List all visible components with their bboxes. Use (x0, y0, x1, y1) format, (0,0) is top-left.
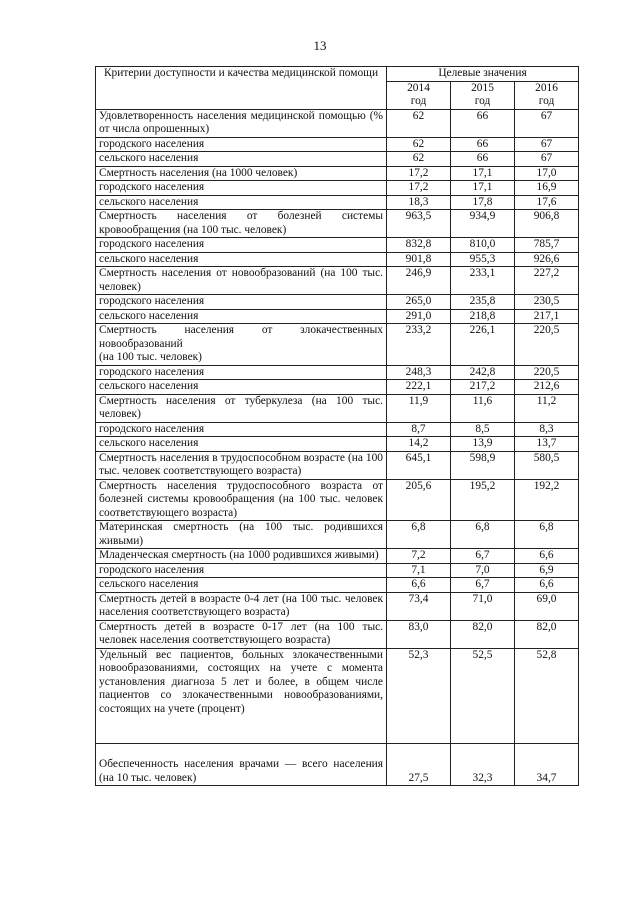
page-number: 13 (313, 38, 327, 53)
table-row (96, 267, 579, 295)
table-row (96, 181, 579, 196)
value-2016: 16,9 (515, 181, 579, 196)
table-row (96, 744, 579, 786)
table-row (96, 295, 579, 310)
criterion-label: Младенческая смертность (на 1000 родившихся живыми) (96, 549, 387, 564)
value-2016: 217,1 (515, 309, 579, 324)
criterion-label: Смертность населения в трудоспособном возрасте (на 100 тыс. человек соответствующего возраста) (96, 451, 387, 479)
value-2015: 82,0 (451, 620, 515, 648)
table-row (96, 451, 579, 479)
value-2014: 291,0 (387, 309, 451, 324)
table-row (96, 324, 579, 366)
table-row (96, 166, 579, 181)
criterion-label: сельского населения (96, 152, 387, 167)
header-year-2014: 2014 год (387, 81, 451, 109)
value-2014: 248,3 (387, 365, 451, 380)
value-2014: 222,1 (387, 380, 451, 395)
value-2015: 218,8 (451, 309, 515, 324)
value-2016: 227,2 (515, 267, 579, 295)
criterion-label: Материнская смертность (на 100 тыс. родившихся живыми) (96, 521, 387, 549)
value-2016: 8,3 (515, 422, 579, 437)
table-row (96, 238, 579, 253)
value-2016: 192,2 (515, 479, 579, 521)
value-2016: 67 (515, 109, 579, 137)
criterion-label: Смертность населения (на 1000 человек) (96, 166, 387, 181)
criterion-label: сельского населения (96, 578, 387, 593)
table-row (96, 380, 579, 395)
table-row (96, 521, 579, 549)
criterion-label: Смертность населения от болезней системы кровообращения (на 100 тыс. человек) (96, 210, 387, 238)
criterion-label: Удовлетворенность населения медицинской помощью (% от числа опрошенных) (96, 109, 387, 137)
value-2015: 955,3 (451, 252, 515, 267)
value-2014: 963,5 (387, 210, 451, 238)
table-row (96, 152, 579, 167)
value-2015: 226,1 (451, 324, 515, 366)
value-2016: 17,0 (515, 166, 579, 181)
value-2015: 810,0 (451, 238, 515, 253)
value-2014: 14,2 (387, 437, 451, 452)
value-2016: 67 (515, 137, 579, 152)
value-2015: 11,6 (451, 394, 515, 422)
value-2015: 66 (451, 152, 515, 167)
criterion-label: городского населения (96, 422, 387, 437)
value-2015: 13,9 (451, 437, 515, 452)
criterion-label: сельского населения (96, 252, 387, 267)
table-row (96, 137, 579, 152)
value-2014: 73,4 (387, 592, 451, 620)
value-2014: 6,6 (387, 578, 451, 593)
value-2015: 17,1 (451, 181, 515, 196)
criterion-label: городского населения (96, 137, 387, 152)
value-2015: 6,7 (451, 549, 515, 564)
value-2014: 62 (387, 152, 451, 167)
value-2014: 62 (387, 137, 451, 152)
value-2016: 220,5 (515, 365, 579, 380)
table-row (96, 563, 579, 578)
table-row (96, 210, 579, 238)
table-row (96, 620, 579, 648)
criterion-label: Обеспеченность населения врачами — всего населения (на 10 тыс. человек) (96, 744, 387, 786)
value-2014: 7,2 (387, 549, 451, 564)
criterion-label: сельского населения (96, 380, 387, 395)
value-2014: 233,2 (387, 324, 451, 366)
value-2015: 934,9 (451, 210, 515, 238)
value-2016: 926,6 (515, 252, 579, 267)
criterion-label: городского населения (96, 563, 387, 578)
table-row (96, 394, 579, 422)
criterion-label: Смертность детей в возрасте 0-17 лет (на 100 тыс. человек населения соответствующего возраста) (96, 620, 387, 648)
criterion-label: городского населения (96, 181, 387, 196)
value-2016: 82,0 (515, 620, 579, 648)
value-2014: 17,2 (387, 181, 451, 196)
value-2016: 6,6 (515, 549, 579, 564)
value-2015: 598,9 (451, 451, 515, 479)
value-2014: 7,1 (387, 563, 451, 578)
table-row (96, 422, 579, 437)
criterion-label: городского населения (96, 365, 387, 380)
value-2015: 235,8 (451, 295, 515, 310)
value-2014: 18,3 (387, 195, 451, 210)
value-2015: 71,0 (451, 592, 515, 620)
value-2014: 62 (387, 109, 451, 137)
value-2014: 52,3 (387, 648, 451, 744)
value-2015: 66 (451, 137, 515, 152)
value-2016: 785,7 (515, 238, 579, 253)
criterion-label: сельского населения (96, 437, 387, 452)
value-2015: 195,2 (451, 479, 515, 521)
table-row (96, 437, 579, 452)
value-2014: 6,8 (387, 521, 451, 549)
value-2014: 83,0 (387, 620, 451, 648)
value-2016: 69,0 (515, 592, 579, 620)
value-2016: 906,8 (515, 210, 579, 238)
value-2016: 67 (515, 152, 579, 167)
value-2015: 6,8 (451, 521, 515, 549)
value-2016: 580,5 (515, 451, 579, 479)
value-2015: 17,8 (451, 195, 515, 210)
value-2015: 17,1 (451, 166, 515, 181)
criterion-label: Смертность населения от новообразований (на 100 тыс. человек) (96, 267, 387, 295)
value-2014: 17,2 (387, 166, 451, 181)
table-header (96, 67, 579, 110)
header-year-2016: 2016 год (515, 81, 579, 109)
value-2016: 11,2 (515, 394, 579, 422)
header-target-values: Целевые значения (387, 67, 579, 82)
value-2016: 6,9 (515, 563, 579, 578)
criterion-label: Смертность населения от туберкулеза (на 100 тыс. человек) (96, 394, 387, 422)
value-2016: 220,5 (515, 324, 579, 366)
value-2014: 901,8 (387, 252, 451, 267)
value-2015: 32,3 (451, 744, 515, 786)
value-2016: 17,6 (515, 195, 579, 210)
value-2014: 27,5 (387, 744, 451, 786)
criterion-label: Смертность населения трудоспособного возраста от болезней системы кровообращения (на 100 тыс. человек соответствующего возраста) (96, 479, 387, 521)
value-2014: 265,0 (387, 295, 451, 310)
value-2016: 13,7 (515, 437, 579, 452)
value-2015: 242,8 (451, 365, 515, 380)
value-2015: 66 (451, 109, 515, 137)
value-2016: 6,6 (515, 578, 579, 593)
table-row (96, 578, 579, 593)
table-row (96, 309, 579, 324)
table-row (96, 592, 579, 620)
value-2015: 52,5 (451, 648, 515, 744)
value-2014: 832,8 (387, 238, 451, 253)
value-2014: 11,9 (387, 394, 451, 422)
value-2016: 230,5 (515, 295, 579, 310)
value-2014: 645,1 (387, 451, 451, 479)
value-2014: 246,9 (387, 267, 451, 295)
criteria-table (95, 66, 579, 786)
criterion-label: городского населения (96, 238, 387, 253)
value-2016: 212,6 (515, 380, 579, 395)
header-criteria: Критерии доступности и качества медицинской помощи (96, 67, 387, 110)
value-2014: 205,6 (387, 479, 451, 521)
value-2014: 8,7 (387, 422, 451, 437)
value-2015: 217,2 (451, 380, 515, 395)
table-row (96, 648, 579, 744)
value-2016: 52,8 (515, 648, 579, 744)
criterion-label: Удельный вес пациентов, больных злокачественными новообразованиями, состоящих на учете с момента установления диагноза 5 лет и более, в общем числе пациентов со злокачественными новообразованиями, состоящих на учете (процент) (96, 648, 387, 744)
criterion-label: сельского населения (96, 195, 387, 210)
value-2015: 233,1 (451, 267, 515, 295)
value-2015: 6,7 (451, 578, 515, 593)
header-year-2015: 2015 год (451, 81, 515, 109)
value-2016: 34,7 (515, 744, 579, 786)
table-row (96, 365, 579, 380)
table-row (96, 479, 579, 521)
value-2015: 8,5 (451, 422, 515, 437)
table-row (96, 549, 579, 564)
table-row (96, 252, 579, 267)
criterion-label: Смертность населения от злокачественных новообразований (на 100 тыс. человек) (96, 324, 387, 366)
criterion-label: городского населения (96, 295, 387, 310)
table-body (96, 109, 579, 786)
criterion-label: сельского населения (96, 309, 387, 324)
value-2015: 7,0 (451, 563, 515, 578)
table-row (96, 109, 579, 137)
value-2016: 6,8 (515, 521, 579, 549)
table-row (96, 195, 579, 210)
criterion-label: Смертность детей в возрасте 0-4 лет (на 100 тыс. человек населения соответствующего возраста) (96, 592, 387, 620)
